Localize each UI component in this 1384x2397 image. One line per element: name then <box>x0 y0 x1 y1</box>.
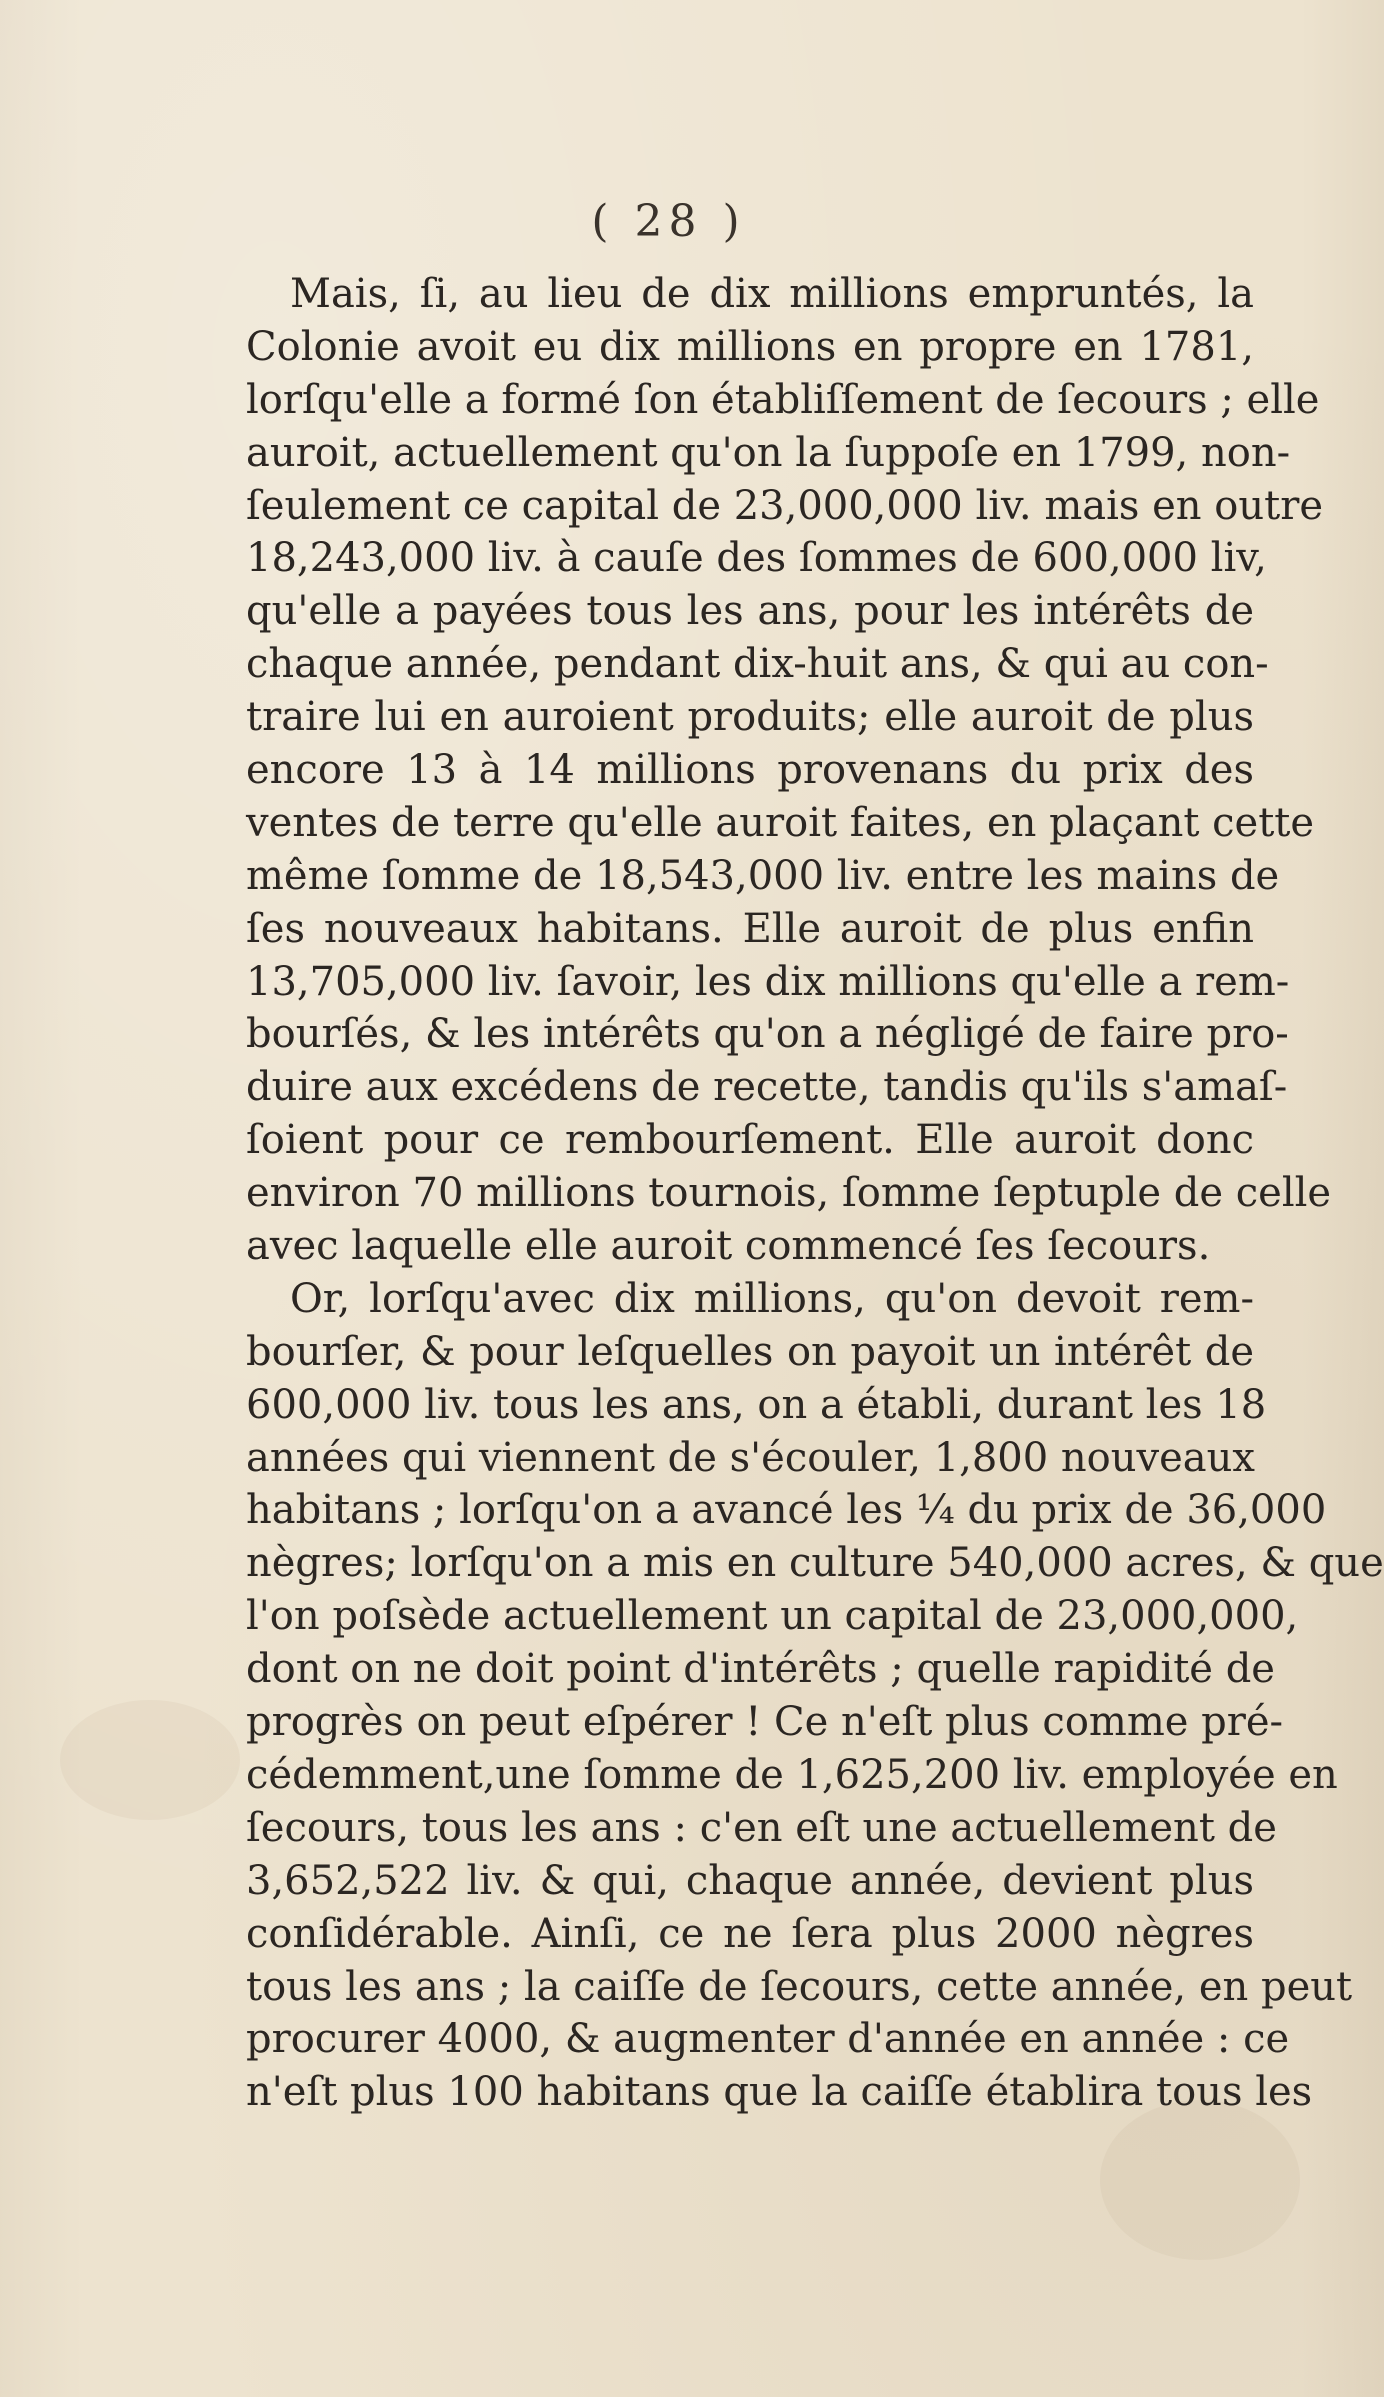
text-line: cédemment,une ſomme de 1,625,200 liv. employée en <box>246 1751 1338 1798</box>
text-line: habitans ; lorſqu'on a avancé les ¼ du prix de 36,000 <box>246 1487 1327 1534</box>
text-line: dont on ne doit point d'intérêts ; quelle rapidité de <box>246 1646 1275 1693</box>
text-line: duire aux excédens de recette, tandis qu'ils s'amaſ- <box>246 1064 1288 1111</box>
text-line: environ 70 millions tournois, ſomme ſeptuple de celle <box>246 1170 1332 1217</box>
text-line: ſecours, tous les ans : c'en eſt une actuellement de <box>246 1804 1277 1851</box>
text-line: Or, lorſqu'avec dix millions, qu'on devoit rem- <box>290 1275 1254 1322</box>
text-line: qu'elle a payées tous les ans, pour les intérêts de <box>246 588 1254 635</box>
paper-stain <box>1100 2100 1300 2260</box>
text-line: conſidérable. Ainſi, ce ne ſera plus 2000 nègres <box>246 1910 1254 1957</box>
text-line: tous les ans ; la caiſſe de ſecours, cette année, en peut <box>246 1963 1353 2010</box>
text-line: ſes nouveaux habitans. Elle auroit de plus enfin <box>246 905 1254 952</box>
text-line: nègres; lorſqu'on a mis en culture 540,000 acres, & que <box>246 1540 1384 1587</box>
text-line: traire lui en auroient produits; elle auroit de plus <box>246 694 1254 741</box>
text-line: bourſés, & les intérêts qu'on a négligé de faire pro- <box>246 1011 1289 1058</box>
text-line: 3,652,522 liv. & qui, chaque année, devient plus <box>246 1857 1254 1904</box>
text-line: ſoient pour ce rembourſement. Elle auroit donc <box>246 1117 1254 1164</box>
text-line: auroit, actuellement qu'on la ſuppoſe en 1799, non- <box>246 429 1291 476</box>
text-line: l'on poſsède actuellement un capital de 23,000,000, <box>246 1593 1299 1640</box>
text-line: lorſqu'elle a formé ſon établiſſement de ſecours ; elle <box>246 376 1320 423</box>
page-number: ( 28 ) <box>591 196 746 247</box>
text-line: 600,000 liv. tous les ans, on a établi, durant les 18 <box>246 1381 1267 1428</box>
text-line: procurer 4000, & augmenter d'année en année : ce <box>246 2016 1290 2063</box>
text-line: n'eſt plus 100 habitans que la caiſſe établira tous les <box>246 2069 1313 2116</box>
text-line: 13,705,000 liv. ſavoir, les dix millions qu'elle a rem- <box>246 958 1290 1005</box>
text-line: chaque année, pendant dix-huit ans, & qui au con- <box>246 641 1269 688</box>
text-line: bourſer, & pour leſquelles on payoit un intérêt de <box>246 1328 1254 1375</box>
text-line: Mais, ſi, au lieu de dix millions empruntés, la <box>290 271 1254 317</box>
text-line: avec laquelle elle auroit commencé ſes ſecours. <box>246 1223 1211 1270</box>
text-line: 18,243,000 liv. à cauſe des ſommes de 600,000 liv, <box>246 535 1267 582</box>
text-line: ventes de terre qu'elle auroit faites, en plaçant cette <box>246 799 1315 846</box>
text-line: années qui viennent de s'écouler, 1,800 nouveaux <box>246 1434 1255 1481</box>
text-line: même ſomme de 18,543,000 liv. entre les mains de <box>246 852 1280 899</box>
text-line: encore 13 à 14 millions provenans du prix des <box>246 747 1254 794</box>
paper-stain <box>60 1700 240 1820</box>
text-line: Colonie avoit eu dix millions en propre en 1781, <box>246 323 1254 370</box>
text-line: ſeulement ce capital de 23,000,000 liv. mais en outre <box>246 482 1323 529</box>
body-text <box>246 268 1384 2119</box>
text-line: progrès on peut eſpérer ! Ce n'eſt plus comme pré- <box>246 1699 1284 1746</box>
